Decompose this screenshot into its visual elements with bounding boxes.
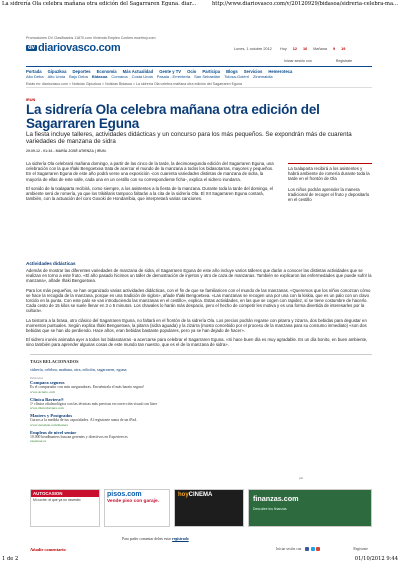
site-logo[interactable]: [26, 42, 120, 54]
banner-brand-b: CINEMA: [188, 492, 213, 498]
article-aside: [288, 163, 372, 207]
logo-name: diariovasco.com: [38, 42, 121, 54]
comment-login[interactable]: [276, 547, 320, 551]
section-tag[interactable]: IRUN: [26, 98, 36, 102]
aside-quote: La txalaparta recibirá a los asistentes y habrá ambiente de romería durante toda la tarde en el frontón de Ola: [288, 166, 370, 182]
ad-title[interactable]: Masters y Postgrados: [30, 413, 73, 419]
comment-login-label: Iniciar sesión con: [276, 546, 302, 551]
weather-tomorrow-label: Mañana: [313, 47, 327, 51]
subnav-item[interactable]: Bidasoa: [91, 74, 108, 79]
google-icon[interactable]: [316, 547, 320, 551]
logo-badge: dv: [28, 45, 36, 51]
ad-url[interactable]: www.Acierto.com: [30, 389, 55, 394]
login-link[interactable]: Iniciar sesión con: [284, 59, 312, 63]
tags-list[interactable]: sidrería, celebra, mañana, otra, edición, sagarraren, eguna: [30, 367, 127, 372]
subnav-item[interactable]: Costa Urola: [131, 74, 153, 79]
subnav-item[interactable]: Comarca: [111, 74, 128, 79]
comment-cta: [122, 537, 189, 541]
subnav-item[interactable]: San Sebastián: [194, 74, 221, 79]
nav-item[interactable]: Portada: [26, 68, 42, 74]
subnav-item[interactable]: Alto Deba: [26, 74, 44, 79]
comment-cta-text: Para poder comentar debes estar: [122, 537, 172, 541]
ad-item[interactable]: [30, 397, 230, 411]
register-link[interactable]: Registrate: [335, 59, 353, 63]
ad-url[interactable]: www.clinicabaviera.com: [30, 406, 64, 411]
ad-title[interactable]: Empleos de nivel senior: [30, 429, 77, 435]
hoycinema-banner[interactable]: [174, 489, 244, 527]
print-timestamp: 01/10/2012 9:44: [354, 556, 398, 562]
nav-item[interactable]: Hemeroteca: [268, 68, 293, 74]
body-paragraph: Para los más pequeños, se han organizado varias actividades didácticas, con el fin de que se familiaricen con el mundo de las manzanas. «Queremos que los niños conozcan cómo se hace la recogida de la manzana, porque es una tradición de siglos», añade Iñaki Bengoetxea. «Las manzanas se recogen una por una con la kiskia, que es un palo con un clavo torcido en la punta. Con este palo se van introduciendo las manzanas en el cestillo», explica. Estas actividades, en las que se cogen con rapidez, sí se tiene costumbre de hacerlo. Cada cesto de 15 kilos se suele llenar en 3 o 5 minutos. Los chavales lo harán más despacio, pero el hecho de competir les motiva y es una forma divertida de interesarles por la cultura».: [26, 287, 371, 314]
ad-url[interactable]: experteer.es: [30, 439, 47, 444]
comment-register-link[interactable]: Regístrate: [353, 547, 368, 551]
finanzas-banner[interactable]: [248, 489, 372, 527]
social-login-icons: [305, 547, 320, 551]
twitter-icon[interactable]: [311, 547, 315, 551]
banner-brand: pisos.com: [107, 491, 142, 498]
subnav-item[interactable]: Tolosa-Goierri: [224, 74, 250, 79]
nav-item[interactable]: Más Actualidad: [122, 68, 154, 74]
ad-item[interactable]: [30, 380, 230, 394]
add-comment-button[interactable]: Añadir comentario: [30, 546, 66, 552]
subnav-item[interactable]: Bajo Deba: [69, 74, 88, 79]
subnav-item[interactable]: Alto Urola: [47, 74, 66, 79]
register-link[interactable]: registrado: [172, 537, 189, 541]
banner-brand-a: hoy: [178, 492, 189, 498]
print-header-title: La sidrería Ola celebra mañana otra edición del Sagarraren Eguna. diar...: [2, 1, 197, 7]
lead-paragraph: La sidrería Ola celebrará mañana domingo, a partir de las cinco de la tarde, la decimosegunda edición del Sagarraren Eguna, una celebración con la que Iñaki Bengoetxea trata de acercar el mundo de la manzana a todos los bidasotarras, mayores y pequeños. En el Sagarraren Eguna de este año podrá verse una exposición -con cuarenta variedades distintas de manzana de sidra, la mayoría de ellas de este valle, cada una en un cestillo con su correspondiente ficha-, explica el sidrero irundarra.: [26, 161, 274, 182]
banner-text: Mi coche: el que ya no necesito: [33, 498, 81, 502]
nav-item[interactable]: Participa: [202, 68, 221, 74]
subnav-item[interactable]: Zinemaldia: [253, 74, 273, 79]
body-paragraph: La txistorra a la brasa, otro clásico del Sagarraren Eguna, no faltará en el frontón de la sidrería Ola. Los precios podrán regarse con pitarra y zizarra, dos bebidas para degustar en momentos puntuales. Según explica Iñaki Bengoetxea, la pitarra (sidra aguada) y la zizarra (mosto concebido por el proceso de la manzana para su consumo inmediato) «son dos bebidas que se han ido perdiendo. Hace años, eran bebidas bastante populares, pero ya se han dejado de hacer».: [26, 317, 367, 334]
weather-today-label: Hoy: [280, 47, 287, 51]
pisos-banner[interactable]: [104, 489, 170, 527]
weather-today-min: 12: [292, 47, 297, 51]
body-paragraph: El sidrero irunés animaba ayer a todos los bidasotarras -a acercarse para celebrar el Sagarraren Eguna. «Si hace buen día es muy agradable. Es un día bonito, en buen ambiente, sino también para aprender algunas cosas de este mundo tan nuestro, que es el de la manzana de sidra».: [26, 337, 368, 348]
nav-item[interactable]: Economía: [96, 68, 117, 74]
ad-network-badge: pm: [299, 476, 304, 480]
aside-quote: Los niños podrán aprender la manera tradicional de recoger el fruto y depositarlo en el cestillo: [288, 186, 370, 203]
secondary-nav: [26, 74, 372, 81]
banner-brand: AUTOCASION: [31, 490, 99, 497]
weather-tomorrow-min: 9: [332, 47, 336, 51]
nav-item[interactable]: Servicios: [243, 68, 263, 74]
autocasion-banner[interactable]: [30, 489, 100, 527]
user-bar: [284, 59, 352, 63]
sponsored-links: [30, 376, 230, 446]
article-lead: [26, 161, 274, 205]
aside-rule: [288, 163, 372, 164]
weather-tomorrow-max: 19: [341, 47, 346, 51]
article-subtitle: La fiesta incluye talleres, actividades didácticas y un concurso para los más pequeños. Se expondrán más de cuarenta variedades de manzana de sidra: [26, 131, 352, 145]
banner-text: Descubre tus finanzas: [253, 507, 287, 511]
ad-title[interactable]: Compara seguros: [30, 380, 65, 385]
article-byline: 29.09.12 - 01:34 - MARÍA JOSÉ ATIENZA | IRUN.: [26, 149, 107, 153]
banner-brand: finanzas.com: [253, 494, 299, 503]
article-title: La sidrería Ola celebra mañana otra edición del Sagarraren Eguna: [26, 102, 320, 131]
ad-desc: Es el comparador con más aseguradoras. Encuéntrala el más barato seguro!: [30, 385, 145, 389]
nav-item[interactable]: Deportes: [72, 68, 91, 74]
section-heading: Actividades didácticas: [26, 261, 76, 266]
banner-row: [30, 489, 372, 527]
ad-item[interactable]: [30, 430, 230, 444]
nav-item[interactable]: Ocio: [187, 68, 197, 74]
facebook-icon[interactable]: [305, 547, 309, 551]
primary-nav: [26, 66, 372, 73]
top-links[interactable]: Promociones DV Clasificados 11870.com Vivienda Empleo Coches muerhoy.com: [26, 36, 156, 40]
ad-desc: Cursos a la medida de tus capacidades. Al registrarte suma de un iPad.: [30, 418, 137, 423]
ads-label: Publicidad: [30, 376, 43, 380]
weather-widget: [280, 47, 345, 51]
print-header-url: http://www.diariovasco.com/v/20120929/bidasoa/sidreria-celebra-ma...: [211, 1, 398, 7]
comment-bar: [30, 545, 372, 553]
ad-item[interactable]: [30, 413, 230, 427]
date-label: Lunes, 1 octubre 2012: [234, 47, 272, 51]
nav-item[interactable]: Gipuzkoa: [47, 68, 67, 74]
banner-text: Vende piso con garaje.: [107, 499, 159, 504]
ad-url[interactable]: www.cursaleia.com/masters: [30, 422, 69, 427]
article-body: [26, 268, 372, 352]
tags-heading: TAGS RELACIONADOS: [30, 359, 79, 364]
body-paragraph: Además de mostrar las diferentes variedades de manzana de sidra, el Sagarraren Eguna de este año incluye varios talleres que darán a conocer las distintas actividades que se realizan en torno a este fruto. «El año pasado hicimos un taller de demostración de injertos y otro de caza de manzanas. También se explicaron las enfermedades que puede sufrir la manzana», añade Iñaki Bengoetxea.: [26, 268, 372, 284]
weather-today-max: 16: [303, 47, 308, 51]
lead-paragraph: El sonido de la txalaparta recibirá, como siempre, a los asistentes a la fiesta de la manzana. Durante toda la tarde del domingo, el ambiente será de romería, ya que los trikitilaris tampoco faltarán a la cita de la sidrería Ola. El XII Sagarraren Eguna contará, también, con la actuación del coro Goxoki de Hondarribia, que interpretará varias canciones.: [26, 185, 273, 202]
print-page-number: 1 de 2: [2, 556, 19, 562]
ad-title[interactable]: Clínica Baviera®: [30, 396, 64, 402]
nav-item[interactable]: Blogs: [226, 68, 238, 74]
ad-desc: 1ª clínica oftalmológica con las técnicas más precisas en corrección visual con láser: [30, 401, 158, 406]
ad-desc: 10.000 headhunters buscan gerentes y directivos en Experteer.es: [30, 434, 128, 439]
divider: [30, 354, 372, 355]
print-header: [0, 0, 400, 10]
breadcrumb[interactable]: Estás en: diariovasco.com > Noticias Gipuzkoa > Noticias Bidasoa > La sidrería Ola celebra mañana otra edición del Sagarraren Eguna: [26, 82, 372, 88]
nav-item[interactable]: Gente y TV: [159, 68, 182, 74]
subnav-item[interactable]: Pasaia - Errenteria: [156, 74, 191, 79]
banner-brand: [175, 490, 243, 500]
